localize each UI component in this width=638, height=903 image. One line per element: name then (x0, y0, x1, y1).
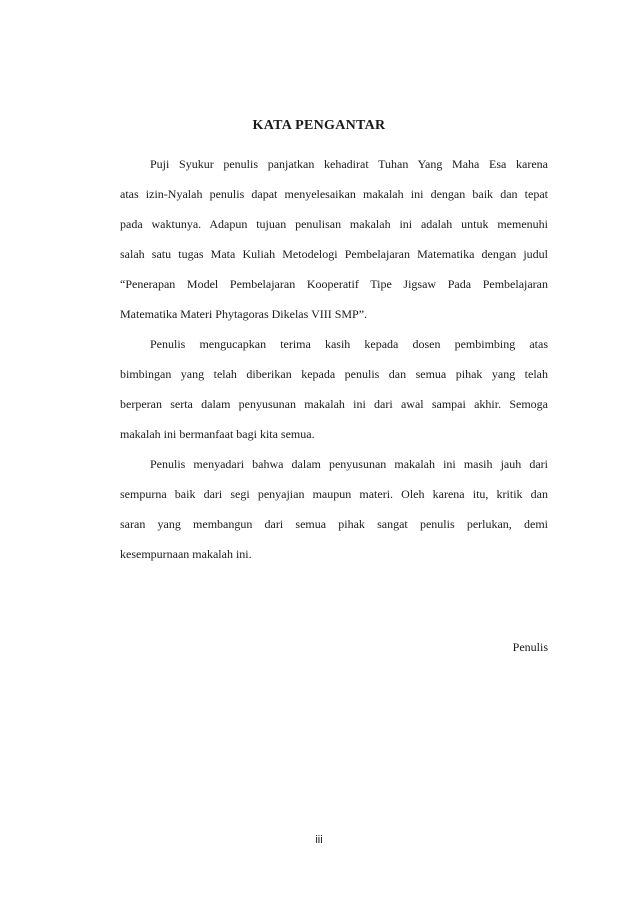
paragraph-3-line-1: Penulis menyadari bahwa dalam penyusunan makalah ini masih jauh dari (150, 457, 548, 471)
paragraph-3-line-4: kesempurnaan makalah ini. (120, 547, 252, 561)
paragraph-3-line-3: saran yang membangun dari semua pihak sangat penulis perlukan, demi (120, 517, 548, 531)
paragraph-2-line-1: Penulis mengucapkan terima kasih kepada dosen pembimbing atas (150, 337, 548, 351)
paragraph-1-line-4: salah satu tugas Mata Kuliah Metodelogi Pembelajaran Matematika dengan judul (120, 247, 548, 261)
paragraph-1-line-1: Puji Syukur penulis panjatkan kehadirat Tuhan Yang Maha Esa karena (150, 157, 548, 171)
page-title: KATA PENGANTAR (252, 118, 386, 133)
paragraph-2-line-2: bimbingan yang telah diberikan kepada penulis dan semua pihak yang telah (120, 367, 548, 381)
paragraph-1-line-3: pada waktunya. Adapun tujuan penulisan makalah ini adalah untuk memenuhi (120, 217, 548, 231)
paragraph-1-line-6: Matematika Materi Phytagoras Dikelas VIII SMP”. (120, 307, 368, 321)
page-number: iii (315, 834, 323, 846)
paragraph-2-line-3: berperan serta dalam penyusunan makalah ini dari awal sampai akhir. Semoga (120, 397, 548, 411)
paragraph-3-line-2: sempurna baik dari segi penyajian maupun materi. Oleh karena itu, kritik dan (120, 487, 548, 501)
signature: Penulis (512, 640, 548, 654)
paragraph-2-line-4: makalah ini bermanfaat bagi kita semua. (120, 427, 315, 441)
paragraph-1-line-5: “Penerapan Model Pembelajaran Kooperatif Tipe Jigsaw Pada Pembelajaran (120, 277, 548, 291)
paragraph-1-line-2: atas izin-Nyalah penulis dapat menyelesaikan makalah ini dengan baik dan tepat (120, 187, 548, 201)
